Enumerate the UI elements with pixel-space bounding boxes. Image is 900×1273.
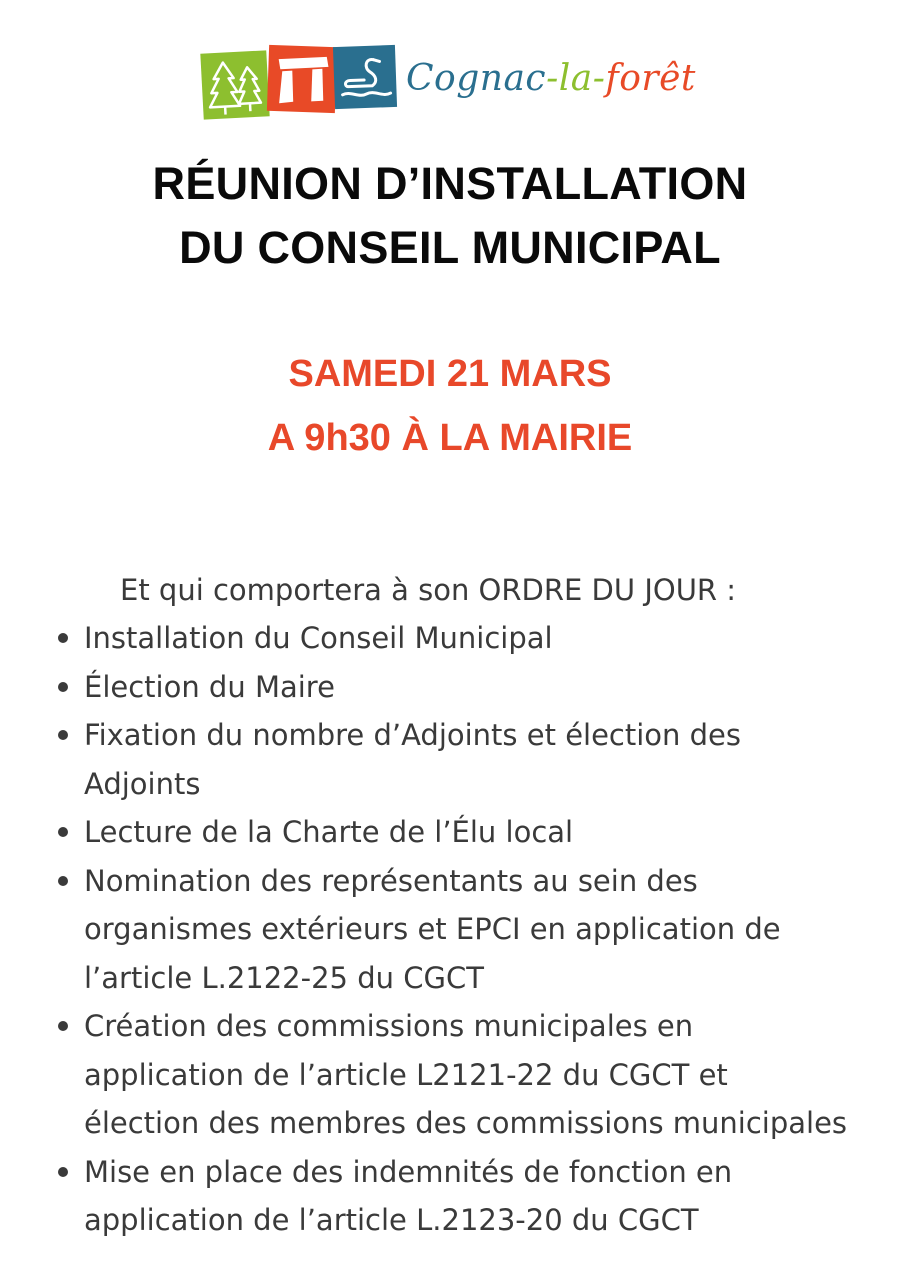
agenda-item — [54, 808, 874, 857]
agenda-item-line: Lecture de la Charte de l’Élu local — [84, 815, 574, 849]
bullet-icon — [58, 1167, 68, 1177]
agenda-item — [54, 1148, 874, 1245]
agenda-item-line: application de l’article L.2123-20 du CGCT — [84, 1203, 699, 1237]
agenda-item-line: Installation du Conseil Municipal — [84, 621, 553, 655]
municipal-logo — [198, 40, 696, 120]
logo-wordmark — [406, 58, 696, 99]
event-date — [0, 342, 900, 470]
bullet-icon — [58, 682, 68, 692]
agenda-item-line: Adjoints — [84, 766, 201, 801]
agenda-item-text — [84, 1002, 874, 1148]
agenda-item-line: Mise en place des indemnités de fonction en — [84, 1154, 733, 1189]
agenda-item-text — [84, 857, 874, 1003]
tree-icon — [200, 50, 269, 119]
title-line-2: DU CONSEIL MUNICIPAL — [179, 222, 721, 273]
date-line-2: A 9h30 À LA MAIRIE — [267, 417, 633, 459]
logo-word-cognac: Cognac — [406, 58, 547, 99]
bullet-icon — [58, 1021, 68, 1031]
agenda-item-text — [84, 614, 874, 663]
dolmen-icon — [267, 45, 337, 113]
agenda-item — [54, 1002, 874, 1148]
agenda-item-text — [84, 663, 874, 712]
agenda-item — [54, 614, 874, 663]
bullet-icon — [58, 827, 68, 837]
agenda-item-line: élection des membres des commissions municipales — [84, 1106, 848, 1140]
agenda-item-line: Nomination des représentants au sein des — [84, 863, 698, 898]
agenda-item-text — [84, 711, 874, 808]
logo-tiles — [198, 40, 398, 120]
swan-icon — [333, 45, 397, 109]
agenda-item — [54, 663, 874, 712]
title-line-1: RÉUNION D’INSTALLATION — [152, 158, 748, 209]
date-line-1: SAMEDI 21 MARS — [288, 353, 612, 395]
agenda-item-line: organismes extérieurs et EPCI en application de — [84, 912, 781, 946]
bullet-icon — [58, 730, 68, 740]
logo-word-foret: forêt — [605, 58, 696, 99]
agenda-item-text — [84, 808, 874, 857]
bullet-icon — [58, 633, 68, 643]
page-title — [0, 152, 900, 280]
agenda-item — [54, 711, 874, 808]
bullet-icon — [58, 876, 68, 886]
agenda-intro: Et qui comportera à son ORDRE DU JOUR : — [120, 573, 737, 607]
agenda-item-line: application de l’article L2121-22 du CGCT et — [84, 1057, 728, 1092]
agenda-item-text — [84, 1148, 874, 1245]
agenda-item — [54, 857, 874, 1003]
agenda-item-line: Élection du Maire — [84, 669, 335, 704]
agenda-item-line: Création des commissions municipales en — [84, 1009, 694, 1043]
agenda-list — [54, 614, 874, 1245]
agenda-item-line: Fixation du nombre d’Adjoints et élection des — [84, 718, 742, 752]
agenda-item-line: l’article L.2122-25 du CGCT — [84, 960, 484, 995]
logo-word-la: -la- — [546, 58, 606, 99]
